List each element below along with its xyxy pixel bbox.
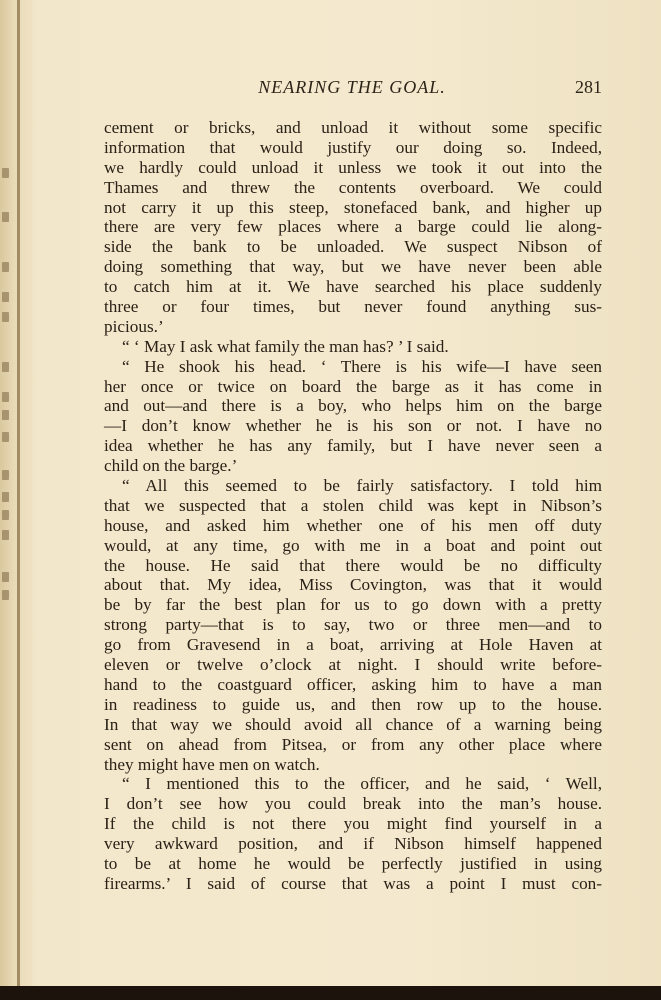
text-line: they might have men on watch. bbox=[104, 754, 320, 774]
text-line: the house. He said that there would be no difficulty bbox=[104, 555, 602, 575]
text-line: I don’t see how you could break into the man’s house. bbox=[104, 794, 602, 814]
text-line: house, and asked him whether one of his men off duty bbox=[104, 515, 602, 535]
text-line: go from Gravesend in a boat, arriving at Hole Haven at bbox=[104, 635, 602, 655]
text-line: and out—and there is a boy, who helps him on the barge bbox=[104, 396, 602, 416]
text-line: information that would justify our doing so. Indeed, bbox=[104, 137, 602, 157]
text-line: If the child is not there you might find yourself in a bbox=[104, 814, 602, 834]
running-title: NEARING THE GOAL. bbox=[258, 77, 446, 97]
text-line: in readiness to guide us, and then row up to the house. bbox=[104, 694, 602, 714]
text-line: her once or twice on board the barge as it has come in bbox=[104, 376, 602, 396]
page-number: 281 bbox=[575, 77, 602, 97]
text-line: sent on ahead from Pitsea, or from any other place where bbox=[104, 734, 602, 754]
text-line: eleven or twelve o’clock at night. I should write before- bbox=[104, 655, 602, 675]
text-line: child on the barge.’ bbox=[104, 456, 238, 476]
text-line: “ He shook his head. ‘ There is his wife—I have seen bbox=[122, 356, 602, 376]
text-line: hand to the coastguard officer, asking him to have a man bbox=[104, 674, 602, 694]
text-line: doing something that way, but we have never been able bbox=[104, 257, 602, 277]
text-line: to be at home he would be perfectly justified in using bbox=[104, 853, 602, 873]
text-line: to catch him at it. We have searched his place suddenly bbox=[104, 277, 602, 297]
text-line: three or four times, but never found anything sus- bbox=[104, 297, 602, 317]
text-line: we hardly could unload it unless we took it out into the bbox=[104, 157, 602, 177]
text-line: cement or bricks, and unload it without some specific bbox=[104, 118, 602, 137]
text-line: about that. My idea, Miss Covington, was that it would bbox=[104, 575, 602, 595]
text-line: not carry it up this steep, stonefaced bank, and higher up bbox=[104, 197, 602, 217]
scan-bottom-edge bbox=[0, 986, 661, 1000]
binding-shadow bbox=[17, 0, 20, 990]
text-line: would, at any time, go with me in a boat and point out bbox=[104, 535, 602, 555]
text-line: In that way we should avoid all chance of a warning being bbox=[104, 714, 602, 734]
text-line: idea whether he has any family, but I have never seen a bbox=[104, 436, 602, 456]
text-line: Thames and threw the contents overboard. We could bbox=[104, 177, 602, 197]
text-line: side the bank to be unloaded. We suspect Nibson of bbox=[104, 237, 602, 257]
adjacent-page-edge bbox=[0, 0, 16, 1000]
text-line: “ I mentioned this to the officer, and he said, ‘ Well, bbox=[122, 774, 602, 794]
text-line: —I don’t know whether he is his son or not. I have no bbox=[104, 416, 602, 436]
text-line: be by far the best plan for us to go down with a pretty bbox=[104, 595, 602, 615]
text-line: firearms.’ I said of course that was a point I must con- bbox=[104, 873, 602, 893]
text-line: strong party—that is to say, two or three men—and to bbox=[104, 615, 602, 635]
text-line: picious.’ bbox=[104, 316, 164, 336]
text-line: “ All this seemed to be fairly satisfactory. I told him bbox=[122, 476, 602, 496]
text-line: very awkward position, and if Nibson himself happened bbox=[104, 834, 602, 854]
text-line: that we suspected that a stolen child was kept in Nibson’s bbox=[104, 495, 602, 515]
body-text bbox=[104, 118, 602, 893]
text-line: “ ‘ May I ask what family the man has? ’ I said. bbox=[122, 336, 449, 356]
text-line: there are very few places where a barge could lie along- bbox=[104, 217, 602, 237]
running-header bbox=[100, 77, 604, 101]
